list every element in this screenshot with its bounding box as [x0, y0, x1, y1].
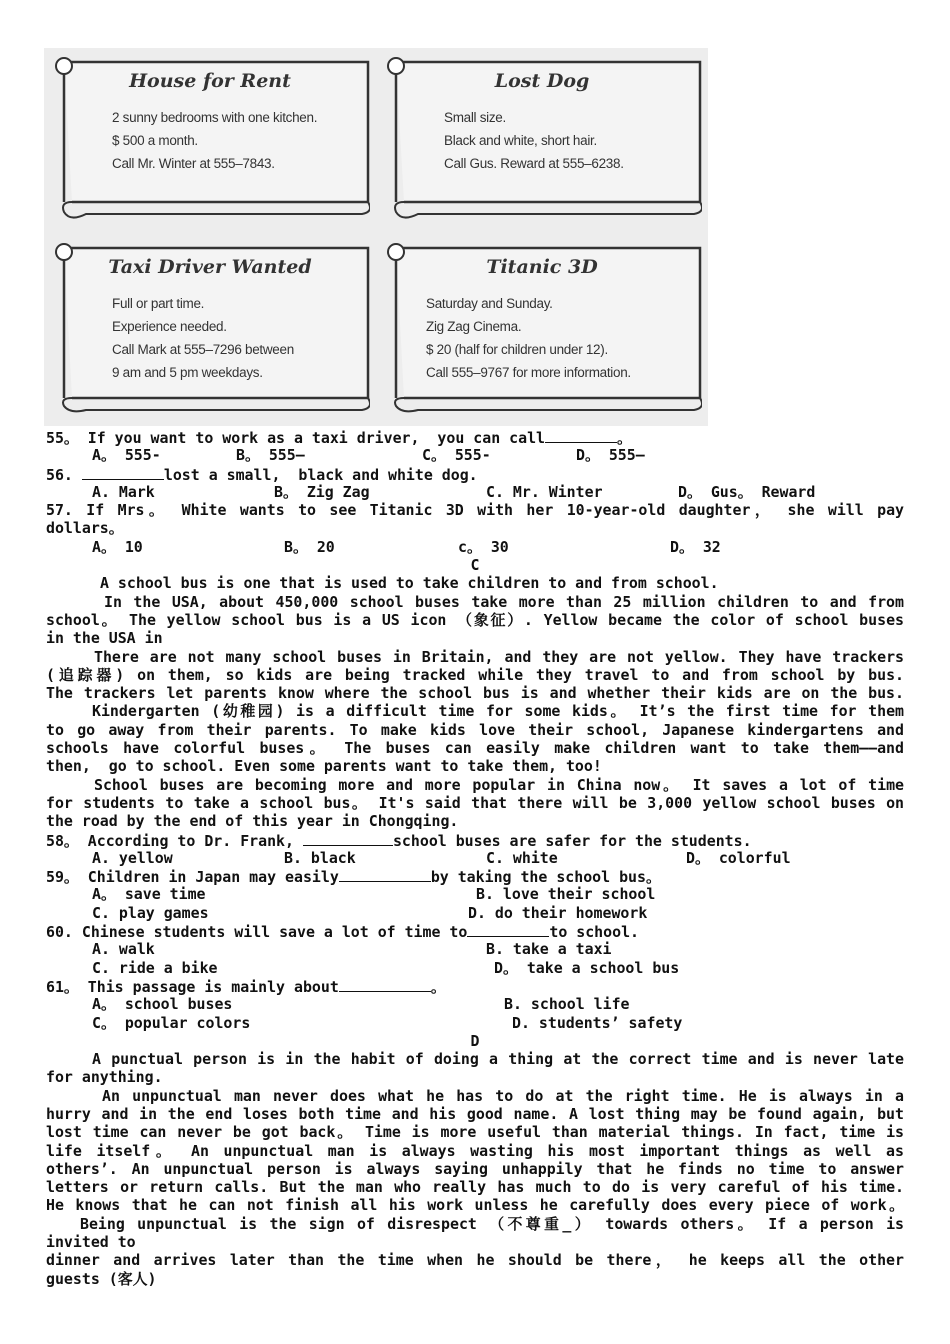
- option-d: D。 32: [670, 537, 721, 556]
- question-stem-end: to school.: [549, 923, 640, 941]
- notice-title: Taxi Driver Wanted: [108, 256, 312, 278]
- paragraph-line: Being unpunctual is the sign of disrespect （不尊重_） towards others。 If a person is: [80, 1214, 904, 1233]
- notice-title: Lost Dog: [494, 70, 590, 92]
- answer-blank: [339, 867, 431, 882]
- section-c-heading: C: [470, 556, 480, 575]
- section-d-heading: D: [470, 1031, 480, 1050]
- paragraph-line: An unpunctual man never does what he has to do at the right time. He is always in a: [102, 1086, 904, 1105]
- paragraph-line: to go away from their parents. To make kids love their school, Japanese kindergartens and: [46, 720, 904, 739]
- options-59a: [46, 885, 904, 903]
- paragraph-line: School buses are becoming more and more popular in China now。 It saves a lot of time: [94, 775, 904, 794]
- question-stem: 58。 According to Dr. Frank,: [46, 831, 303, 849]
- option-b: B. take a taxi: [486, 940, 612, 959]
- option-c: C。 555-: [422, 446, 491, 465]
- notice-line: 2 sunny bedrooms with one kitchen.: [112, 110, 318, 125]
- options-58: [46, 849, 904, 867]
- option-d: D。 colorful: [686, 848, 791, 867]
- notice-line: Call 555–9767 for more information.: [426, 365, 631, 380]
- paragraph-line: invited to: [46, 1233, 136, 1252]
- question-58: [46, 831, 904, 849]
- options-55: [46, 446, 904, 464]
- options-61b: [46, 1014, 904, 1032]
- paragraph-line: He knows that he can not finish all his work unless he carefully does every piece of work。: [46, 1196, 904, 1215]
- paragraph-line: the road by the end of this year in Chongqing.: [46, 812, 459, 831]
- notice-line: Call Gus. Reward at 555–6238.: [444, 156, 624, 171]
- question-stem: 59。 Children in Japan may easily: [46, 868, 339, 886]
- notice-titanic-3d: [382, 238, 702, 416]
- paragraph-line: for students to take a school bus。 It's said that there will be 3,000 yellow school buses on: [46, 793, 904, 812]
- paragraph-line: letters or return calls. But the man who really has much to do is very careful of his time.: [46, 1178, 904, 1197]
- notice-line: Small size.: [444, 110, 506, 125]
- options-60a: [46, 940, 904, 958]
- options-56: [46, 483, 904, 501]
- option-d: D。 Gus。 Reward: [678, 482, 816, 501]
- question-61: [46, 977, 904, 995]
- notice-line: Full or part time.: [112, 296, 205, 311]
- option-c: C。 popular colors: [92, 1013, 251, 1032]
- notice-taxi-driver: [50, 238, 370, 416]
- question-stem: 60. Chinese students will save a lot of time to: [46, 923, 468, 941]
- question-stem-end: 。: [430, 977, 446, 996]
- question-stem: 55。 If you want to work as a taxi driver, you can call: [46, 429, 545, 447]
- option-a: A。 555-: [92, 446, 161, 465]
- question-stem: 61。 This passage is mainly about: [46, 977, 339, 996]
- notice-title: House for Rent: [129, 70, 291, 92]
- paragraph-line: others’. An unpunctual person is always saying unhappily that he finds no time to answer: [46, 1159, 904, 1178]
- option-b: B。 Zig Zag: [274, 482, 370, 501]
- question-56: [46, 465, 904, 483]
- option-c: C. ride a bike: [92, 958, 218, 977]
- notice-line: Call Mr. Winter at 555–7843.: [112, 156, 275, 171]
- options-57: [46, 538, 904, 556]
- question-number: 56.: [46, 465, 73, 483]
- notice-line: Zig Zag Cinema.: [426, 319, 522, 334]
- notice-line: 9 am and 5 pm weekdays.: [112, 365, 263, 380]
- paragraph-line: A punctual person is in the habit of doing a thing at the correct time and is never late: [92, 1050, 904, 1069]
- option-a: A. yellow: [92, 848, 173, 867]
- option-a: A。 school buses: [92, 995, 233, 1014]
- notice-line: Black and white, short hair.: [444, 133, 597, 148]
- question-stem-end: by taking the school bus。: [430, 868, 661, 886]
- option-b: B. black: [284, 848, 356, 867]
- paragraph-line: dinner and arrives later than the time when he should be there， he keeps all the other: [46, 1251, 904, 1270]
- paragraph-line: for anything.: [46, 1068, 163, 1087]
- notices-image: [44, 48, 708, 426]
- notice-line: Call Mark at 555–7296 between: [112, 342, 294, 357]
- option-b: B. love their school: [476, 885, 656, 904]
- option-b: B。 20: [284, 537, 335, 556]
- answer-blank: [339, 977, 431, 992]
- exam-text: [46, 428, 904, 1288]
- answer-blank: [545, 428, 617, 443]
- option-d: D。 take a school bus: [494, 958, 680, 977]
- question-60: [46, 922, 904, 940]
- paragraph-line: The trackers let parents know where the school bus is and whether their kids are on the bus.: [46, 684, 904, 703]
- option-c: c。 30: [458, 537, 509, 556]
- option-c: C. play games: [92, 903, 209, 922]
- paragraph-line: hurry and in the end loses both time and his good name. A lost thing may be found again, but: [46, 1104, 904, 1123]
- question-57-line2: dollars。: [46, 519, 124, 538]
- paragraph-line: schools have colorful buses。 The buses can easily make children want to take them—–and: [46, 739, 904, 758]
- option-c: C. Mr. Winter: [486, 482, 603, 501]
- question-stem-end: school buses are safer for the students.: [392, 831, 752, 849]
- paragraph-line: In the USA, about 450,000 school buses take more than 25 million children to and from: [104, 592, 904, 611]
- option-d: D. do their homework: [468, 903, 648, 922]
- paragraph-line: There are not many school buses in Britain, and they are not yellow. They have trackers: [94, 647, 904, 666]
- paragraph-line: in the USA in: [46, 629, 163, 648]
- question-end: 。: [617, 429, 632, 447]
- notice-line: $ 20 (half for children under 12).: [426, 342, 608, 357]
- paragraph-line: (追踪器) on them, so kids are being tracked while they travel to and from school by bus.: [46, 665, 904, 684]
- answer-blank: [82, 465, 164, 480]
- answer-blank: [303, 831, 393, 846]
- question-57-line1: 57. If Mrs。 White wants to see Titanic 3D with her 10-year-old daughter， she will pay: [46, 501, 904, 520]
- answer-blank: [467, 922, 549, 937]
- paragraph-line: guests (客人): [46, 1269, 157, 1288]
- options-61a: [46, 995, 904, 1013]
- notice-line: $ 500 a month.: [112, 133, 198, 148]
- question-stem: lost a small, black and white dog.: [163, 465, 478, 483]
- paragraph-line: lost time can never be got back。 Time is more useful than material things. In fact, time is: [46, 1123, 904, 1142]
- notice-title: Titanic 3D: [486, 256, 598, 278]
- paragraph-line: life itself。 An unpunctual man is always wasting his most important things as well as: [46, 1141, 904, 1160]
- options-59b: [46, 904, 904, 922]
- option-a: A。 10: [92, 537, 143, 556]
- option-b: B。 555—: [236, 446, 305, 465]
- option-d: D. students’ safety: [512, 1013, 683, 1032]
- option-a: A。 save time: [92, 885, 206, 904]
- paragraph-line: then, go to school. Even some parents want to take them, too!: [46, 757, 602, 776]
- option-a: A. walk: [92, 940, 155, 959]
- option-c: C. white: [486, 848, 558, 867]
- paragraph-line: Kindergarten (幼稚园) is a difficult time for some kids。 It’s the first time for them: [92, 702, 904, 721]
- option-a: A. Mark: [92, 482, 155, 501]
- notice-house-for-rent: [50, 52, 370, 230]
- question-59: [46, 867, 904, 885]
- option-d: D。 555—: [576, 446, 645, 465]
- notice-line: Experience needed.: [112, 319, 227, 334]
- notice-lost-dog: [382, 52, 702, 230]
- question-55: [46, 428, 904, 446]
- notice-line: Saturday and Sunday.: [426, 296, 553, 311]
- paragraph-line: school。 The yellow school bus is a US icon （象征）. Yellow became the color of school buses: [46, 610, 904, 629]
- paragraph-line: A school bus is one that is used to take children to and from school.: [100, 574, 719, 593]
- options-60b: [46, 959, 904, 977]
- option-b: B. school life: [504, 995, 630, 1014]
